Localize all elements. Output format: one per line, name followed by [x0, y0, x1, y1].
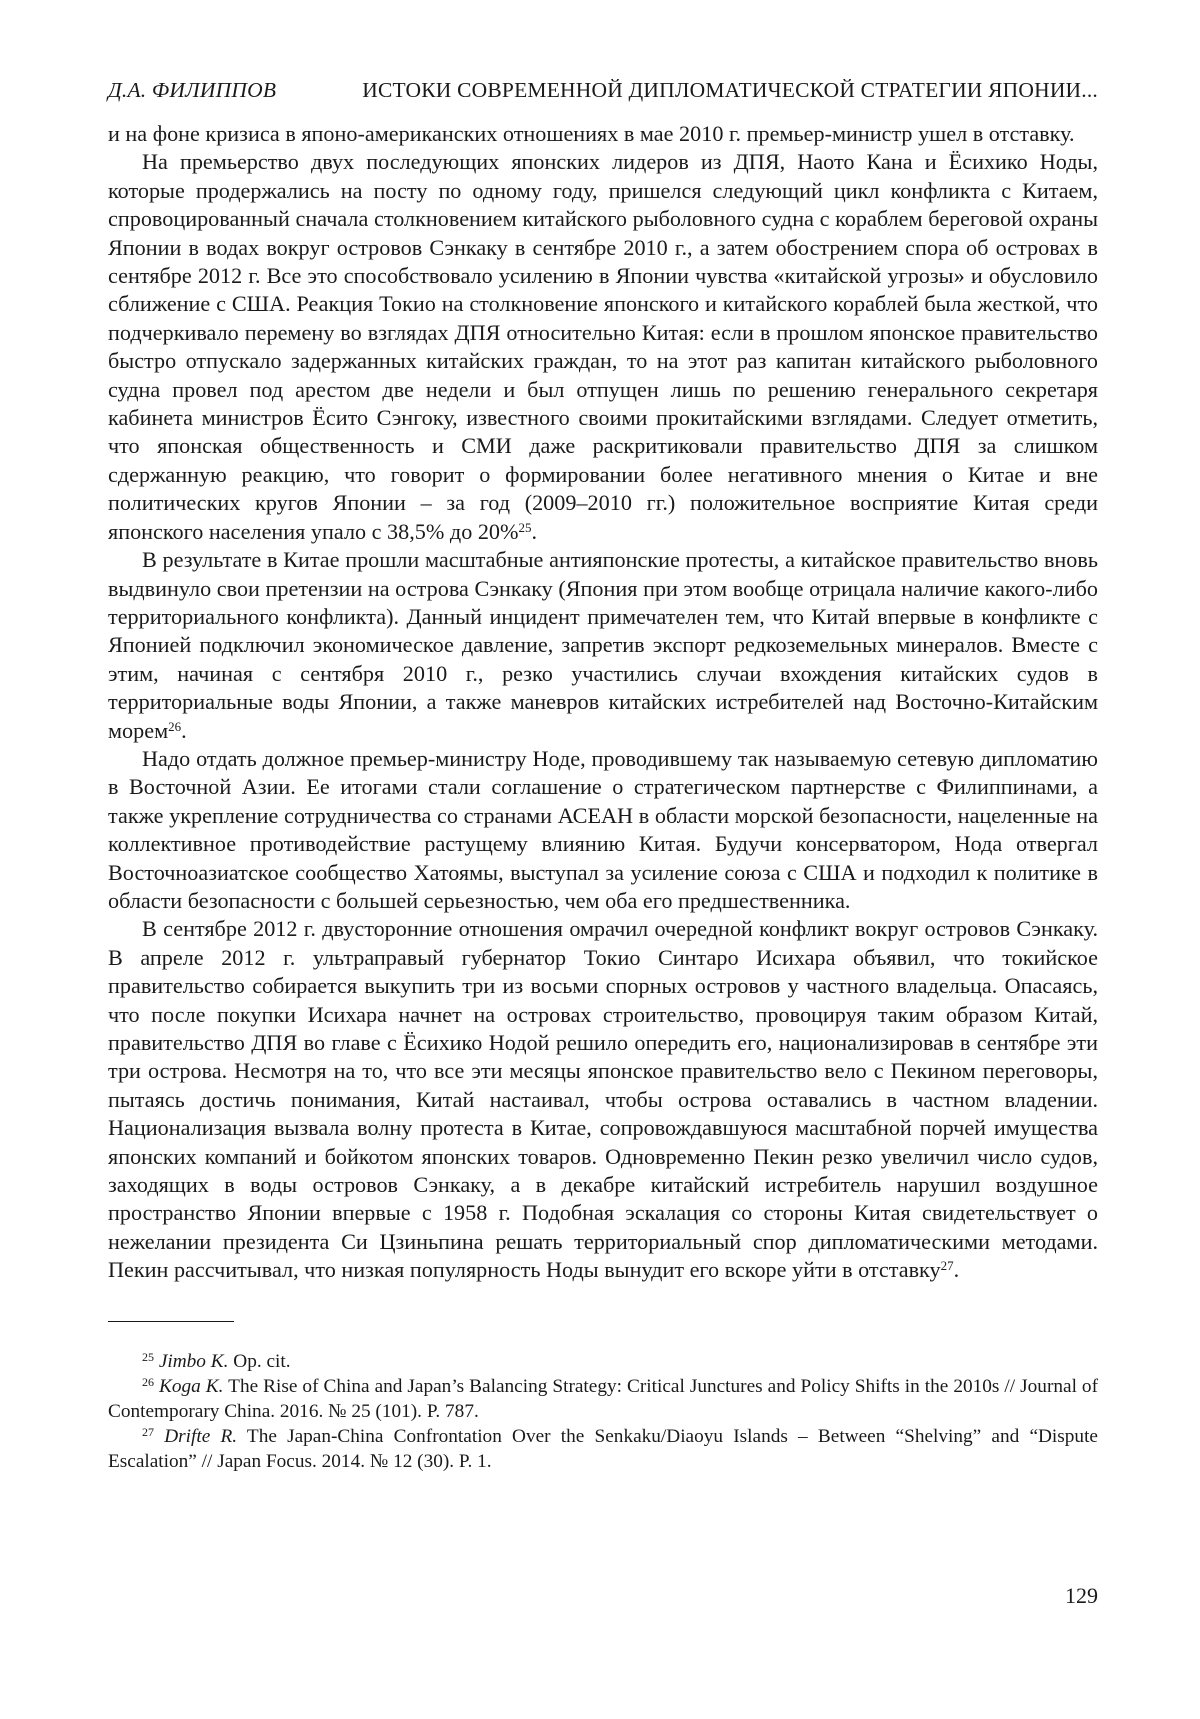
footnote-text: The Rise of China and Japan’s Balancing Strategy: Critical Junctures and Policy Shifts in the 2010s // Journal of Contemporary China. 2016. № 25 (101). P. 787.: [108, 1376, 1098, 1422]
page-number: 129: [1065, 1583, 1098, 1609]
paragraph-text: В сентябре 2012 г. двусторонние отношения омрачил очередной конфликт вокруг островов Сэнкаку. В апреле 2012 г. ультраправый губернатор Токио Синтаро Исихара объявил, что токийское правительство собирается выкупить три из восьми спорных островов у частного владельца. Опасаясь, что после покупки Исихара начнет на островах строительство, провоцируя таким образом Китай, правительство ДПЯ во главе с Ёсихико Нодой решило опередить его, национализировав в сентябре эти три острова. Несмотря на то, что все эти месяцы японское правительство вело с Пекином переговоры, пытаясь достичь понимания, Китай настаивал, чтобы острова оставались в частном владении. Национализация вызвала волну протеста в Китае, сопровождавшуюся масштабной порчей имущества японских компаний и бойкотом японских товаров. Одновременно Пекин резко увеличил число судов, заходящих в воды островов Сэнкаку, а в декабре китайский истребитель нарушил воздушное пространство Японии впервые с 1958 г. Подобная эскалация со стороны Китая свидетельствует о нежелании президента Си Цзиньпина решать территориальный спор дипломатическими методами. Пекин рассчитывал, что низкая популярность Ноды вынудит его вскоре уйти в отставку: [108, 916, 1098, 1282]
footnote: [108, 1349, 1098, 1374]
page: [108, 78, 1098, 1474]
footnote-divider: [108, 1321, 234, 1322]
paragraph-tail: .: [954, 1257, 960, 1282]
footnote: [108, 1424, 1098, 1474]
paragraph: [108, 745, 1098, 915]
footnote-text: The Japan-China Confrontation Over the Senkaku/Diaoyu Islands – Between “Shelving” and “Dispute Escalation” // Japan Focus. 2014. № 12 (30). P. 1.: [108, 1426, 1098, 1472]
paragraph-tail: .: [181, 718, 187, 743]
footnotes: [108, 1349, 1098, 1474]
footnote-ref[interactable]: 25: [519, 520, 532, 535]
paragraph-text: Надо отдать должное премьер-министру Ноде, проводившему так называемую сетевую дипломатию в Восточной Азии. Ее итогами стали соглашение о стратегическом партнерстве с Филиппинами, а также укрепление сотрудничества со странами АСЕАН в области морской безопасности, нацеленные на коллективное противодействие растущему влиянию Китая. Будучи консерватором, Нода отвергал Восточноазиатское сообщество Хатоямы, выступал за усиление союза с США и подходил к политике в области безопасности с большей серьезностью, чем оба его предшественника.: [108, 746, 1098, 913]
running-header: [108, 78, 1098, 103]
header-title: ИСТОКИ СОВРЕМЕННОЙ ДИПЛОМАТИЧЕСКОЙ СТРАТЕГИИ ЯПОНИИ...: [362, 78, 1098, 103]
paragraph-tail: .: [532, 519, 538, 544]
paragraph: [108, 915, 1098, 1284]
footnote-number: 26: [142, 1375, 154, 1389]
footnote-author: Koga K.: [159, 1376, 223, 1397]
footnote: [108, 1374, 1098, 1424]
footnote-author: Drifte R.: [164, 1426, 237, 1447]
body-text: [108, 120, 1098, 1285]
paragraph: [108, 148, 1098, 546]
footnote-ref[interactable]: 27: [941, 1258, 954, 1273]
footnote-text: Op. cit.: [228, 1351, 290, 1372]
paragraph: [108, 120, 1098, 148]
footnote-author: Jimbo K.: [159, 1351, 229, 1372]
footnote-ref[interactable]: 26: [168, 719, 181, 734]
paragraph-text: В результате в Китае прошли масштабные антияпонские протесты, а китайское правительство вновь выдвинуло свои претензии на острова Сэнкаку (Япония при этом вообще отрицала наличие какого-либо территориального конфликта). Данный инцидент примечателен тем, что Китай впервые в конфликте с Японией подключил экономическое давление, запретив экспорт редкоземельных минералов. Вместе с этим, начиная с сентября 2010 г., резко участились случаи вхождения китайских судов в территориальные воды Японии, а также маневров китайских истребителей над Восточно-Китайским морем: [108, 547, 1098, 742]
paragraph-text: На премьерство двух последующих японских лидеров из ДПЯ, Наото Кана и Ёсихико Ноды, которые продержались на посту по одному году, пришелся следующий цикл конфликта с Китаем, спровоцированный сначала столкновением китайского рыболовного судна с кораблем береговой охраны Японии в водах вокруг островов Сэнкаку в сентябре 2010 г., а затем обострением спора об островах в сентябре 2012 г. Все это способствовало усилению в Японии чувства «китайской угрозы» и обусловило сближение с США. Реакция Токио на столкновение японского и китайского кораблей была жесткой, что подчеркивало перемену во взглядах ДПЯ относительно Китая: если в прошлом японское правительство быстро отпускало задержанных китайских граждан, то на этот раз капитан китайского рыболовного судна провел под арестом две недели и был отпущен лишь по решению генерального секретаря кабинета министров Ёсито Сэнгоку, известного своими прокитайскими взглядами. Следует отметить, что японская общественность и СМИ даже раскритиковали правительство ДПЯ за слишком сдержанную реакцию, что говорит о формировании более негативного мнения о Китае и вне политических кругов Японии – за год (2009–2010 гг.) положительное восприятие Китая среди японского населения упало с 38,5% до 20%: [108, 149, 1098, 543]
paragraph-text: и на фоне кризиса в японо-американских отношениях в мае 2010 г. премьер-министр ушел в отставку.: [108, 121, 1075, 146]
paragraph: [108, 546, 1098, 745]
footnote-number: 27: [142, 1425, 154, 1439]
header-author: Д.А. ФИЛИППОВ: [108, 78, 276, 103]
footnote-number: 25: [142, 1350, 154, 1364]
